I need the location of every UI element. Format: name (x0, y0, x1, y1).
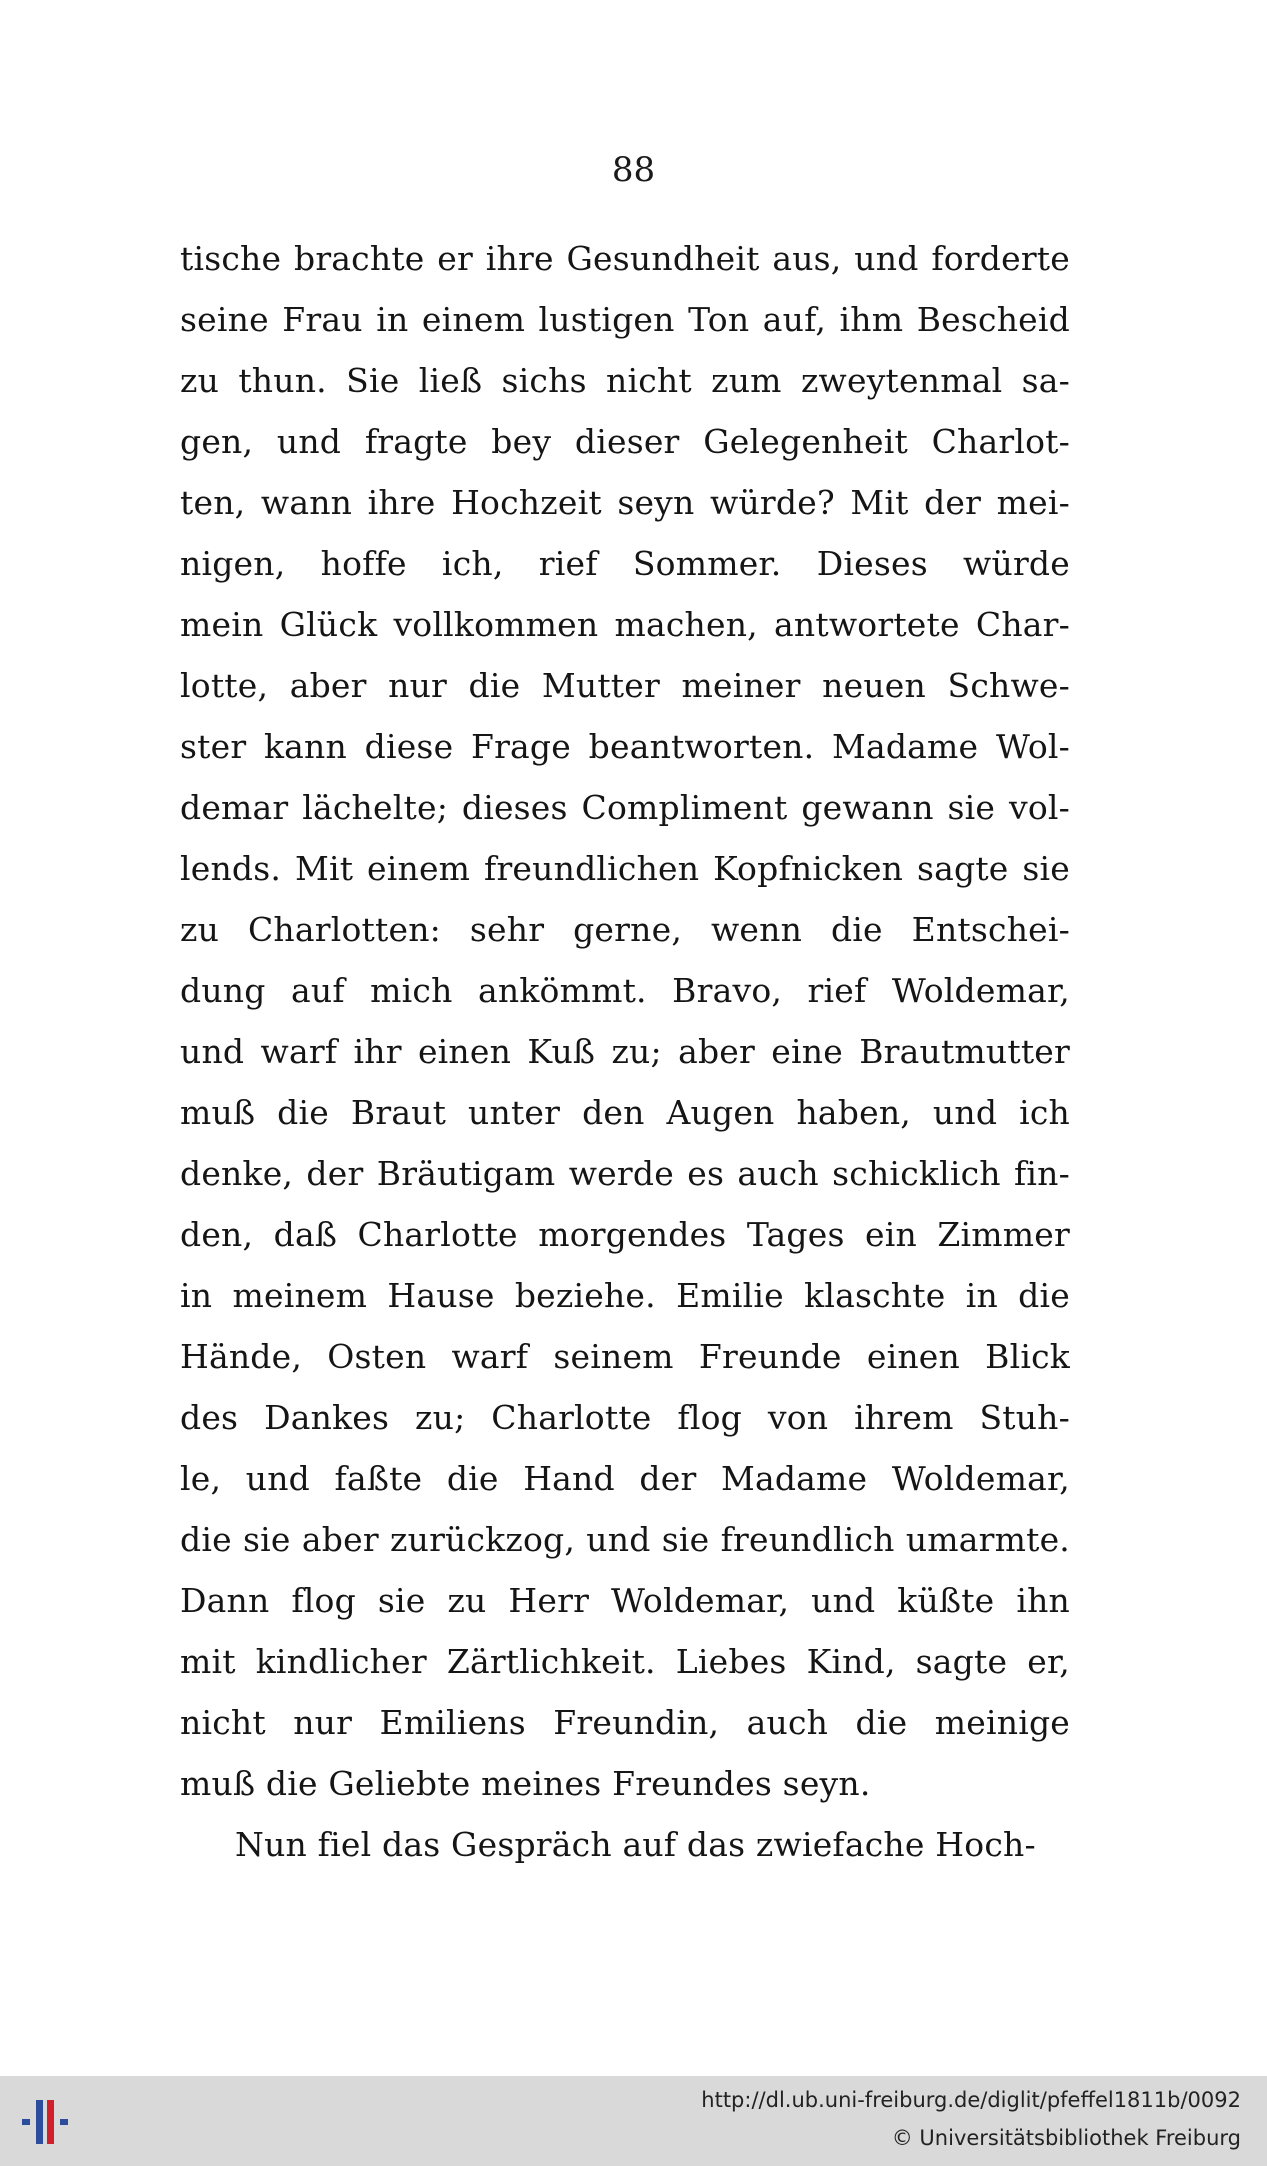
text-line: lotte, aber nur die Mutter meiner neuen Schwe- (180, 666, 1070, 705)
text-line: Dann flog sie zu Herr Woldemar, und küßte ihn (180, 1581, 1070, 1620)
text-line: ster kann diese Frage beantworten. Madame Wol- (180, 727, 1070, 766)
text-line: mein Glück vollkommen machen, antwortete Char- (180, 605, 1070, 644)
source-url-link[interactable]: http://dl.ub.uni-freiburg.de/diglit/pfeffel1811b/0092 (701, 2088, 1241, 2112)
ub-freiburg-logo-icon (14, 2092, 74, 2152)
text-line: die sie aber zurückzog, und sie freundlich umarmte. (180, 1520, 1070, 1559)
text-line: seine Frau in einem lustigen Ton auf, ihm Bescheid (180, 300, 1070, 339)
text-line: Nun fiel das Gespräch auf das zwiefache Hoch- (235, 1825, 1036, 1864)
text-line: muß die Geliebte meines Freundes seyn. (180, 1764, 871, 1803)
copyright-text: © Universitätsbibliothek Freiburg (891, 2126, 1241, 2150)
text-line: mit kindlicher Zärtlichkeit. Liebes Kind, sagte er, (180, 1642, 1070, 1681)
text-line: muß die Braut unter den Augen haben, und ich (180, 1093, 1070, 1132)
body-text (180, 228, 1070, 1875)
text-line: nicht nur Emiliens Freundin, auch die meinige (180, 1703, 1070, 1742)
text-line: den, daß Charlotte morgendes Tages ein Zimmer (180, 1215, 1070, 1254)
text-line: le, und faßte die Hand der Madame Woldemar, (180, 1459, 1070, 1498)
text-line: dung auf mich ankömmt. Bravo, rief Woldemar, (180, 971, 1070, 1010)
text-line: tische brachte er ihre Gesundheit aus, und forderte (180, 239, 1070, 278)
text-line: lends. Mit einem freundlichen Kopfnicken sagte sie (180, 849, 1070, 888)
page-number: 88 (611, 150, 656, 190)
text-line: demar lächelte; dieses Compliment gewann sie vol- (180, 788, 1070, 827)
text-line: zu thun. Sie ließ sichs nicht zum zweytenmal sa- (180, 361, 1070, 400)
text-line: Hände, Osten warf seinem Freunde einen Blick (180, 1337, 1070, 1376)
text-line: zu Charlotten: sehr gerne, wenn die Entschei- (180, 910, 1070, 949)
text-line: nigen, hoffe ich, rief Sommer. Dieses würde (180, 544, 1070, 583)
text-line: und warf ihr einen Kuß zu; aber eine Brautmutter (180, 1032, 1070, 1071)
text-line: gen, und fragte bey dieser Gelegenheit Charlot- (180, 422, 1070, 461)
text-line: denke, der Bräutigam werde es auch schicklich fin- (180, 1154, 1070, 1193)
text-line: in meinem Hause beziehe. Emilie klaschte in die (180, 1276, 1070, 1315)
footer-bar (0, 2076, 1267, 2166)
text-line: ten, wann ihre Hochzeit seyn würde? Mit der mei- (180, 483, 1070, 522)
text-line: des Dankes zu; Charlotte flog von ihrem Stuh- (180, 1398, 1070, 1437)
